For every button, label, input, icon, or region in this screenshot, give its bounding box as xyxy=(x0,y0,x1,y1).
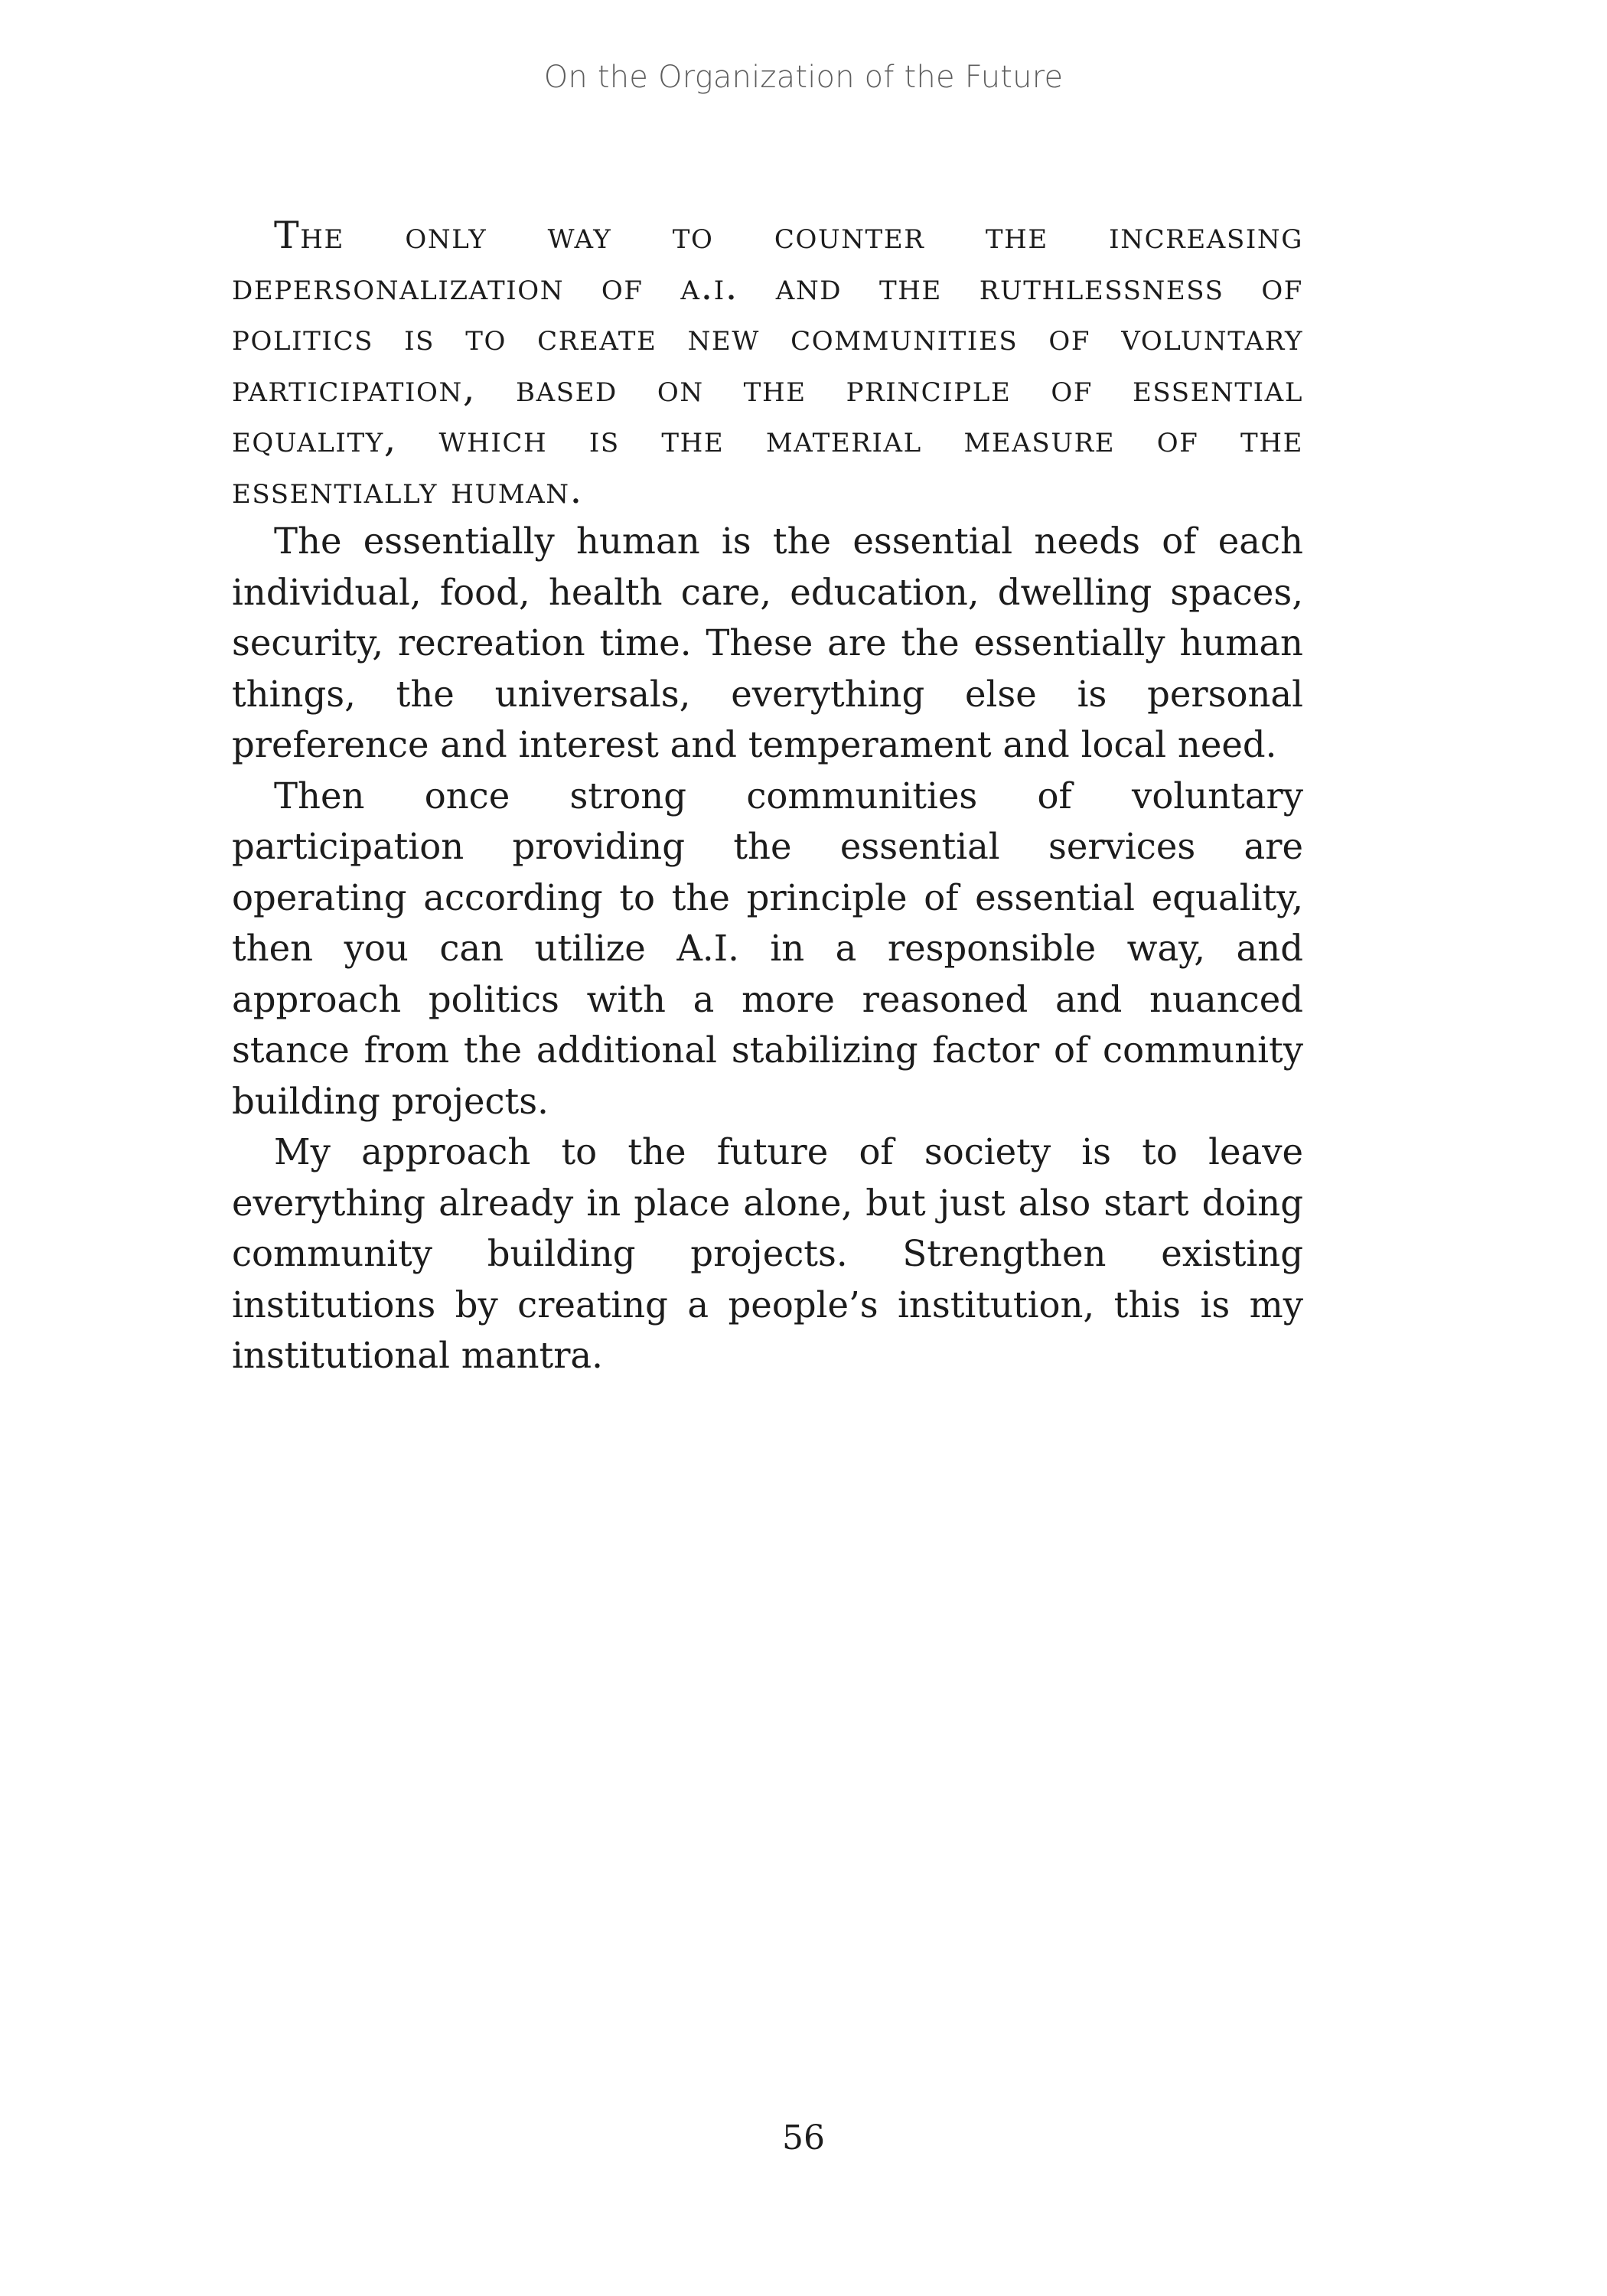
running-header: On the Organization of the Future xyxy=(543,60,1064,95)
page-number: 56 xyxy=(782,2118,825,2157)
paragraph-essentially-human: The essentially human is the essential needs of each individual, food, health care, education, dwelling spaces, security, recreation time. These are the essentially human things, the universals, everything else is personal preference and interest and temperament and local need. xyxy=(232,520,1303,765)
paragraph-communities: Then once strong communities of voluntary participation providing the essential services are operating according to the principle of essential equality, then you can utilize A.I. in a responsible way, and approach politics with a more reasoned and nuanced stance from the additional stabilizing factor of community building projects. xyxy=(232,775,1303,1122)
body-text xyxy=(232,210,1303,1381)
opening-paragraph: The only way to counter the increasing depersonalization of a.i. and the ruthlessness of politics is to create new communities of voluntary participation, based on the principle of essential equality, which is the material measure of the essentially human. xyxy=(232,214,1303,512)
paragraph-approach: My approach to the future of society is to leave everything already in place alone, but just also start doing community building projects. Strengthen existing institutions by creating a people’s institution, this is my institutional mantra. xyxy=(232,1131,1303,1376)
